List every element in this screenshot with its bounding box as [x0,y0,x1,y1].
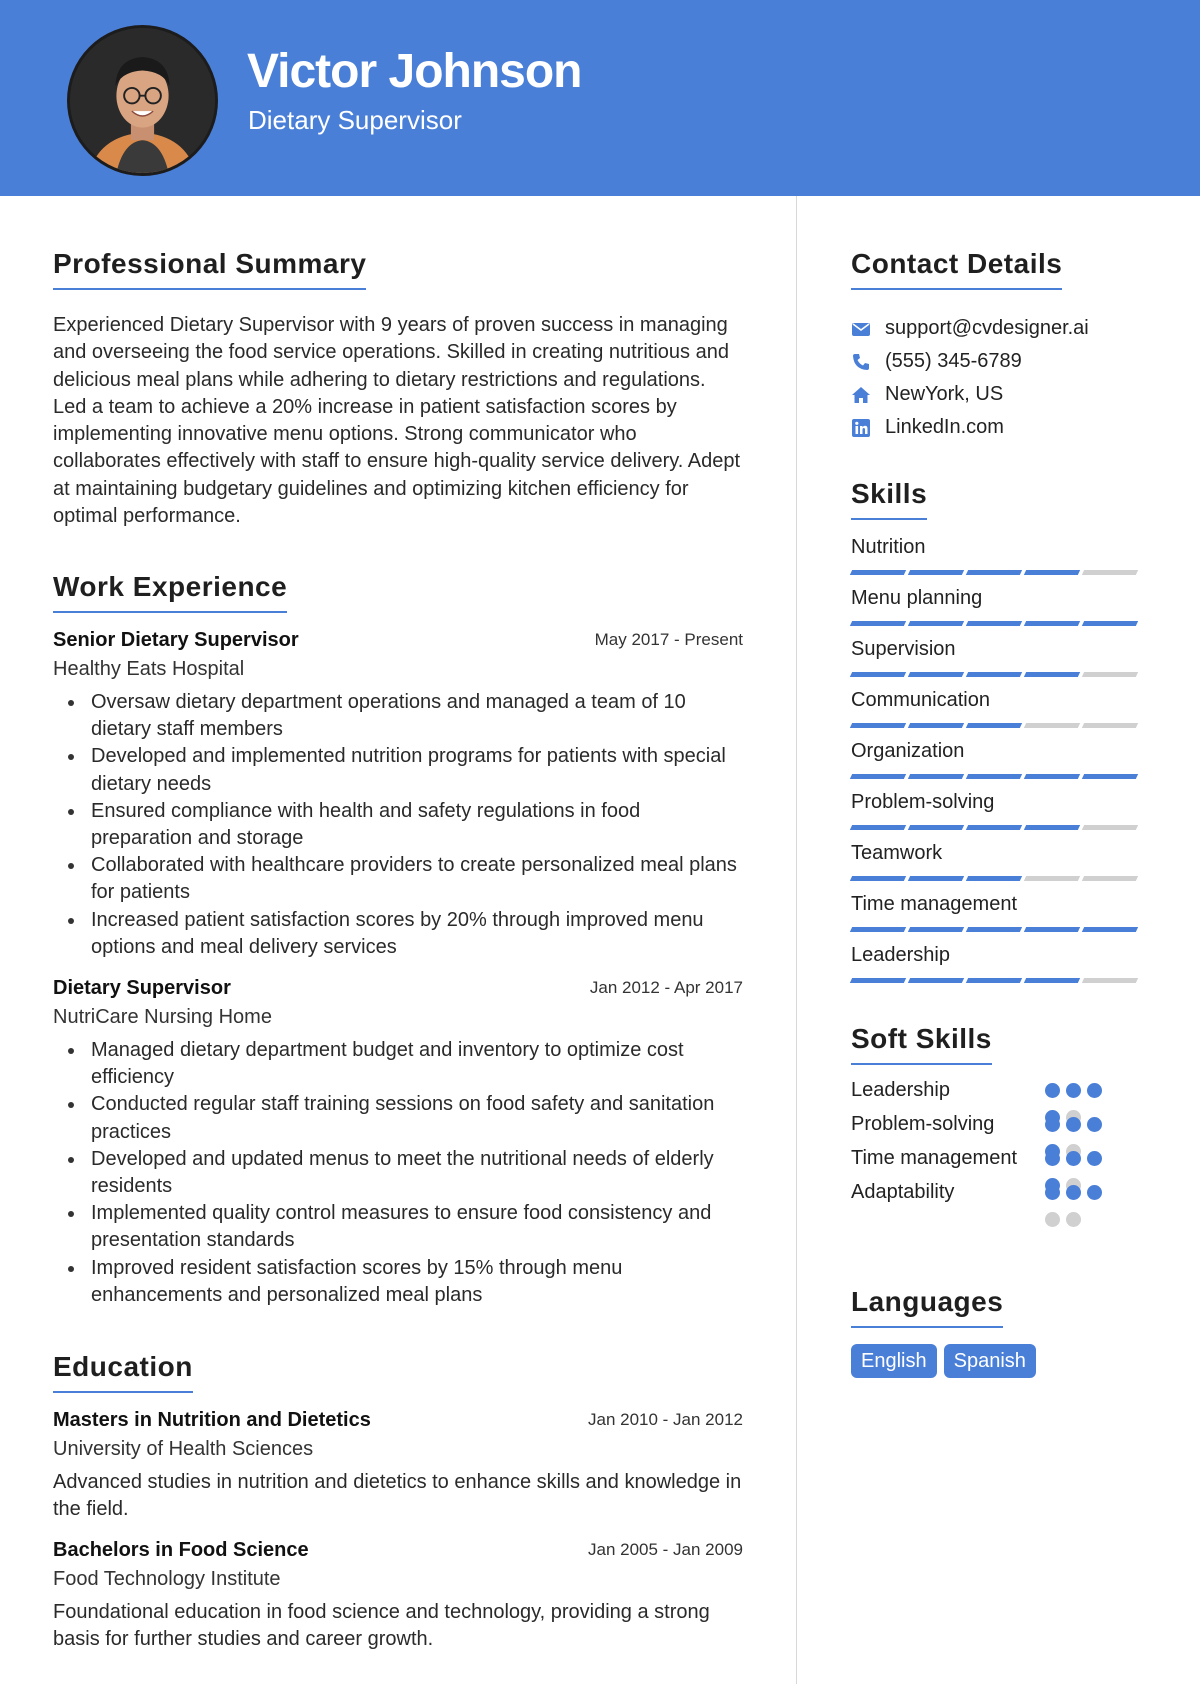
contact-location-text: NewYork, US [885,383,1004,405]
languages-section [851,1286,1151,1378]
skill-level-bar [851,570,1151,575]
contact-phone-text: (555) 345-6789 [885,350,1022,372]
soft-skill-item [851,1145,1151,1179]
skill-level-segment [908,621,964,626]
rating-dot [1087,1185,1102,1200]
contact-email[interactable] [851,312,1151,345]
soft-skills-section [851,1023,1151,1213]
job-bullet: Ensured compliance with health and safety regulations in food preparation and storage [53,798,743,852]
languages-heading: Languages [851,1286,1003,1328]
soft-skill-item [851,1111,1151,1145]
contact-phone[interactable] [851,345,1151,378]
skill-label: Leadership [851,944,950,966]
header [0,0,1200,196]
skill-level-segment [908,774,964,779]
skill-level-segment [966,978,1022,983]
skills-section [851,478,1151,983]
job-bullet: Developed and implemented nutrition programs for patients with special dietary needs [53,743,743,797]
skill-item [851,791,1151,830]
skills-list [851,536,1151,983]
skill-level-segment [908,825,964,830]
phone-icon [851,352,871,372]
linkedin-icon [851,418,871,438]
skill-level-segment [966,672,1022,677]
skill-level-bar [851,876,1151,881]
language-tag: English [851,1344,937,1378]
skill-label: Communication [851,689,990,711]
job-bullet: Collaborated with healthcare providers to create personalized meal plans for patients [53,852,743,906]
skill-label: Time management [851,893,1017,915]
rating-dot [1045,1185,1060,1200]
skill-level-segment [1082,876,1138,881]
skill-level-segment [966,621,1022,626]
rating-dot [1066,1117,1081,1132]
skill-label: Nutrition [851,536,926,558]
rating-dot [1045,1151,1060,1166]
rating-dot [1045,1212,1060,1227]
skill-level-segment [908,927,964,932]
job-dates: May 2017 - Present [594,630,743,649]
job-bullets [53,689,743,961]
skill-level-segment [850,621,906,626]
envelope-icon [851,319,871,339]
languages-list [851,1344,1151,1378]
skill-level-segment [1024,774,1080,779]
job-bullet: Oversaw dietary department operations and managed a team of 10 dietary staff members [53,689,743,743]
skill-label: Teamwork [851,842,943,864]
skill-level-segment [850,723,906,728]
rating-dot [1087,1117,1102,1132]
rating-dot [1045,1117,1060,1132]
job-bullet: Conducted regular staff training sessions on food safety and sanitation practices [53,1091,743,1145]
soft-skill-item [851,1179,1151,1213]
education-heading: Education [53,1351,193,1393]
job-employer: Healthy Eats Hospital [53,658,245,680]
school: University of Health Sciences [53,1438,314,1460]
skill-level-bar [851,774,1151,779]
skill-level-segment [1082,825,1138,830]
soft-skills-list [851,1077,1151,1213]
skill-level-segment [908,570,964,575]
skill-level-segment [850,774,906,779]
skill-level-segment [850,825,906,830]
school: Food Technology Institute [53,1568,281,1590]
skill-item [851,842,1151,881]
job-dates: Jan 2012 - Apr 2017 [589,978,743,998]
contact-section [851,248,1151,444]
skill-item [851,587,1151,626]
skill-level-segment [1082,927,1138,932]
skill-level-segment [1024,621,1080,626]
avatar [67,25,218,176]
soft-skill-label: Adaptability [851,1181,955,1203]
skill-label: Menu planning [851,587,983,609]
skill-level-segment [1024,570,1080,575]
skill-level-segment [850,570,906,575]
skill-level-segment [850,876,906,881]
skill-level-segment [1024,672,1080,677]
rating-dot [1066,1151,1081,1166]
skill-level-segment [1082,621,1138,626]
summary-text: Experienced Dietary Supervisor with 9 years of proven success in managing and overseeing the food service operations. Skilled in creating nutritious and delicious meal plans while adhering to dietary restrictions and regulations. Led a team to achieve a 20% increase in patient satisfaction scores by implementing innovative menu options. Strong communicator who collaborates effectively with staff to ensure high-quality service delivery. Adept at maintaining budgetary guidelines and optimizing kitchen efficiency for optimal performance. [53,314,741,528]
skill-item [851,689,1151,728]
skill-item [851,638,1151,677]
skill-item [851,893,1151,932]
skill-level-bar [851,672,1151,677]
job-bullet: Developed and updated menus to meet the nutritional needs of elderly residents [53,1146,743,1200]
skill-level-segment [1082,978,1138,983]
soft-skill-label: Time management [851,1147,1017,1169]
summary-section [53,248,743,530]
soft-skill-label: Leadership [851,1079,950,1101]
job-bullet: Managed dietary department budget and inventory to optimize cost efficiency [53,1037,743,1091]
candidate-name: Victor Johnson [247,45,582,98]
skills-heading: Skills [851,478,927,520]
soft-skills-heading: Soft Skills [851,1023,992,1065]
soft-skill-label: Problem-solving [851,1113,995,1135]
skill-level-segment [966,774,1022,779]
skill-level-segment [1024,825,1080,830]
skill-item [851,944,1151,983]
contact-linkedin-text: LinkedIn.com [885,416,1004,438]
education-section [53,1351,743,1653]
summary-heading: Professional Summary [53,248,366,290]
contact-location [851,378,1151,411]
skill-level-bar [851,978,1151,983]
skill-level-segment [850,978,906,983]
skill-level-segment [908,672,964,677]
job-bullet: Improved resident satisfaction scores by 15% through menu enhancements and personalized meal plans [53,1255,743,1309]
skill-level-segment [850,927,906,932]
job-role: Dietary Supervisor [53,977,231,1000]
skill-level-segment [1082,774,1138,779]
job-employer: NutriCare Nursing Home [53,1006,272,1029]
skill-level-segment [966,927,1022,932]
work-heading: Work Experience [53,571,287,613]
work-section [53,571,743,1309]
degree: Masters in Nutrition and Dietetics [53,1409,371,1431]
skill-level-segment [908,978,964,983]
rating-dot [1066,1212,1081,1227]
skill-item [851,536,1151,575]
contact-linkedin[interactable] [851,411,1151,444]
skill-level-segment [850,672,906,677]
candidate-title: Dietary Supervisor [248,105,462,135]
education-description: Advanced studies in nutrition and dietetics to enhance skills and knowledge in the field. [53,1471,742,1520]
rating-dot [1087,1083,1102,1098]
job-entry [53,629,743,961]
skill-label: Organization [851,740,965,762]
skill-level-segment [966,723,1022,728]
education-description: Foundational education in food science and technology, providing a strong basis for further studies and career growth. [53,1601,710,1650]
skill-level-bar [851,927,1151,932]
skill-level-segment [966,570,1022,575]
rating-dot [1066,1185,1081,1200]
profile-photo [70,28,215,173]
skill-level-segment [1082,723,1138,728]
skill-level-segment [1024,876,1080,881]
skill-level-segment [1024,927,1080,932]
education-entry [53,1409,743,1523]
skill-label: Supervision [851,638,956,660]
job-entry [53,977,743,1309]
contact-heading: Contact Details [851,248,1062,290]
job-bullets [53,1037,743,1309]
job-bullet: Implemented quality control measures to ensure food consistency and presentation standards [53,1200,743,1254]
skill-level-segment [966,825,1022,830]
job-bullet: Increased patient satisfaction scores by 20% through improved menu options and meal delivery services [53,907,743,961]
degree: Bachelors in Food Science [53,1539,309,1561]
rating-dot [1066,1083,1081,1098]
language-tag: Spanish [944,1344,1036,1378]
rating-dot [1045,1083,1060,1098]
skill-level-bar [851,825,1151,830]
skill-level-segment [908,876,964,881]
soft-skill-rating [1045,1185,1125,1239]
job-role: Senior Dietary Supervisor [53,629,299,651]
education-dates: Jan 2005 - Jan 2009 [587,1540,743,1559]
skill-level-segment [966,876,1022,881]
home-icon [851,385,871,405]
skill-level-segment [1024,978,1080,983]
education-entry [53,1539,743,1653]
contact-email-text: support@cvdesigner.ai [885,317,1089,339]
skill-item [851,740,1151,779]
column-divider [796,196,797,1684]
skill-level-segment [1082,672,1138,677]
skill-level-bar [851,723,1151,728]
soft-skill-item [851,1077,1151,1111]
skill-level-segment [908,723,964,728]
education-dates: Jan 2010 - Jan 2012 [587,1410,743,1429]
skill-label: Problem-solving [851,791,995,813]
skill-level-segment [1082,570,1138,575]
skill-level-segment [1024,723,1080,728]
skill-level-bar [851,621,1151,626]
rating-dot [1087,1151,1102,1166]
